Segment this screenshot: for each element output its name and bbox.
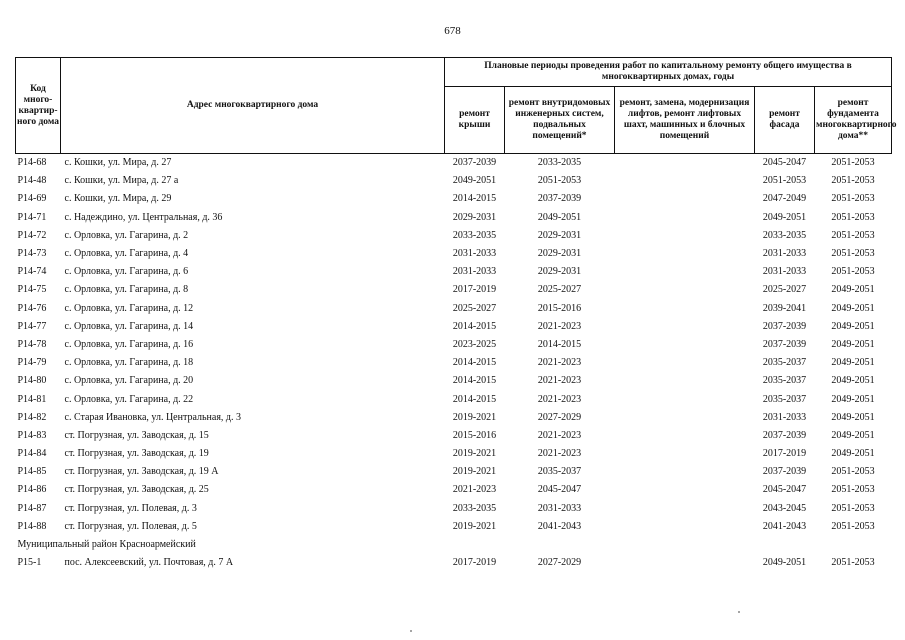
cell-internal: 2021-2023 [537, 375, 582, 387]
cell-roof: 2019-2021 [452, 448, 497, 460]
cell-address: ст. Погрузная, ул. Заводская, д. 19 [64, 448, 209, 460]
cell-code: Р14-72 [17, 229, 47, 241]
cell-address: с. Орловка, ул. Гагарина, д. 6 [64, 266, 189, 278]
cell-roof: 2019-2021 [452, 466, 497, 478]
cell-lift [615, 154, 755, 173]
cell-facade: 2031-2033 [762, 266, 807, 278]
cell-lift [615, 318, 755, 336]
table-row [16, 372, 892, 390]
header-lifts: ремонт, замена, модернизация лифтов, ремонт лифтовых шахт, машинных и блочных помещений [615, 87, 755, 154]
cell-facade: 2045-2047 [762, 484, 807, 496]
cell-lift [615, 372, 755, 390]
cell-address: с. Орловка, ул. Гагарина, д. 16 [64, 338, 194, 350]
cell-code: Р14-71 [17, 211, 47, 223]
cell-address: с. Орловка, ул. Гагарина, д. 4 [64, 248, 189, 260]
table-row [16, 263, 892, 281]
cell-foundation: 2051-2053 [831, 484, 875, 496]
cell-internal: 2021-2023 [537, 429, 582, 441]
cell-roof: 2037-2039 [445, 154, 505, 173]
cell-code: Р14-69 [17, 193, 47, 205]
cell-foundation: 2051-2053 [831, 229, 875, 241]
section-row [16, 536, 892, 554]
table-row [16, 227, 892, 245]
cell-lift [615, 390, 755, 408]
header-periods-group: Плановые периоды проведения работ по капитальному ремонту общего имущества в многоквартирных домах, годы [445, 58, 892, 87]
cell-facade: 2041-2043 [762, 520, 807, 532]
table-row [16, 427, 892, 445]
cell-foundation: 2051-2053 [815, 154, 892, 173]
page-number: 678 [444, 25, 461, 37]
cell-foundation: 2049-2051 [831, 411, 875, 423]
table-row [16, 209, 892, 227]
cell-code: Р14-68 [16, 154, 61, 173]
cell-roof: 2019-2021 [452, 411, 497, 423]
cell-facade: 2037-2039 [762, 338, 807, 350]
cell-address: ст. Погрузная, ул. Заводская, д. 25 [64, 484, 209, 496]
cell-lift [615, 463, 755, 481]
table-row [16, 354, 892, 372]
table-row [16, 554, 892, 572]
cell-code: Р14-77 [17, 320, 47, 332]
cell-code: Р15-1 [17, 557, 42, 569]
cell-foundation: 2049-2051 [831, 338, 875, 350]
cell-code: Р14-88 [17, 520, 47, 532]
cell-code: Р14-82 [17, 411, 47, 423]
cell-foundation: 2049-2051 [831, 357, 875, 369]
table-row [16, 518, 892, 536]
cell-internal: 2021-2023 [537, 357, 582, 369]
cell-facade: 2037-2039 [762, 429, 807, 441]
cell-foundation: 2049-2051 [831, 393, 875, 405]
table-row [16, 463, 892, 481]
cell-lift [615, 518, 755, 536]
cell-internal: 2045-2047 [537, 484, 582, 496]
cell-foundation: 2049-2051 [831, 375, 875, 387]
cell-internal: 2021-2023 [537, 393, 582, 405]
cell-roof: 2031-2033 [452, 248, 497, 260]
cell-facade: 2035-2037 [762, 393, 807, 405]
cell-facade: 2031-2033 [762, 248, 807, 260]
cell-address: ст. Погрузная, ул. Заводская, д. 15 [64, 429, 209, 441]
header-facade: ремонт фасада [755, 87, 815, 154]
cell-foundation: 2051-2053 [831, 520, 875, 532]
cell-address: с. Орловка, ул. Гагарина, д. 18 [64, 357, 194, 369]
cell-internal: 2037-2039 [537, 193, 582, 205]
cell-roof: 2014-2015 [452, 357, 497, 369]
cell-foundation: 2051-2053 [831, 557, 875, 569]
cell-foundation: 2051-2053 [831, 466, 875, 478]
cell-internal: 2027-2029 [537, 411, 582, 423]
cell-code: Р14-87 [17, 502, 47, 514]
cell-code: Р14-83 [17, 429, 47, 441]
cell-foundation: 2051-2053 [831, 248, 875, 260]
cell-roof: 2021-2023 [452, 484, 497, 496]
scan-speck [410, 630, 412, 632]
cell-code: Р14-73 [17, 248, 47, 260]
cell-lift [615, 481, 755, 499]
cell-facade: 2031-2033 [762, 411, 807, 423]
cell-roof: 2015-2016 [452, 429, 497, 441]
cell-lift [615, 500, 755, 518]
table-row [16, 190, 892, 208]
cell-facade: 2047-2049 [762, 193, 807, 205]
cell-lift [615, 445, 755, 463]
cell-lift [615, 172, 755, 190]
header-foundation: ремонт фундамента многоквартирного дома** [815, 87, 892, 154]
cell-lift [615, 209, 755, 227]
cell-code: Р14-74 [17, 266, 47, 278]
section-title: Муниципальный район Красноармейский [17, 539, 196, 551]
cell-internal: 2051-2053 [537, 175, 582, 187]
cell-facade: 2051-2053 [762, 175, 807, 187]
table-row [16, 336, 892, 354]
cell-address: ст. Погрузная, ул. Полевая, д. 3 [64, 502, 197, 514]
cell-roof: 2025-2027 [452, 302, 497, 314]
cell-internal: 2021-2023 [537, 448, 582, 460]
cell-lift [615, 427, 755, 445]
cell-internal: 2041-2043 [537, 520, 582, 532]
cell-code: Р14-81 [17, 393, 47, 405]
cell-foundation: 2051-2053 [831, 175, 875, 187]
cell-code: Р14-75 [17, 284, 47, 296]
cell-internal: 2014-2015 [537, 338, 582, 350]
cell-address: с. Орловка, ул. Гагарина, д. 12 [64, 302, 194, 314]
cell-facade: 2039-2041 [762, 302, 807, 314]
table-header [16, 58, 897, 154]
cell-roof: 2014-2015 [452, 375, 497, 387]
cell-internal: 2015-2016 [537, 302, 582, 314]
cell-lift [615, 300, 755, 318]
cell-code: Р14-78 [17, 338, 47, 350]
cell-roof: 2014-2015 [452, 393, 497, 405]
cell-internal: 2035-2037 [537, 466, 582, 478]
table-row [16, 390, 892, 408]
cell-internal: 2029-2031 [537, 248, 582, 260]
table-row [16, 300, 892, 318]
cell-lift [615, 336, 755, 354]
table-row [16, 172, 892, 190]
cell-lift [615, 227, 755, 245]
cell-facade: 2017-2019 [762, 448, 807, 460]
cell-facade: 2035-2037 [762, 357, 807, 369]
cell-facade: 2049-2051 [762, 557, 807, 569]
table-row [16, 445, 892, 463]
cell-address: с. Старая Ивановка, ул. Центральная, д. 3 [64, 411, 242, 423]
cell-code: Р14-79 [17, 357, 47, 369]
cell-internal: 2029-2031 [537, 229, 582, 241]
cell-internal: 2029-2031 [537, 266, 582, 278]
scan-speck [738, 611, 740, 613]
table-body [16, 154, 892, 573]
cell-foundation: 2051-2053 [831, 211, 875, 223]
table-row [16, 481, 892, 499]
table-row [16, 318, 892, 336]
cell-internal: 2031-2033 [537, 502, 582, 514]
cell-facade: 2037-2039 [762, 320, 807, 332]
cell-lift [615, 281, 755, 299]
cell-roof: 2014-2015 [452, 193, 497, 205]
header-roof: ремонт крыши [445, 87, 505, 154]
cell-internal: 2049-2051 [537, 211, 582, 223]
cell-code: Р14-48 [17, 175, 47, 187]
cell-facade: 2049-2051 [762, 211, 807, 223]
table-row [16, 500, 892, 518]
cell-foundation: 2049-2051 [831, 429, 875, 441]
cell-foundation: 2049-2051 [831, 448, 875, 460]
cell-address: ст. Погрузная, ул. Полевая, д. 5 [64, 520, 197, 532]
cell-internal: 2027-2029 [537, 557, 582, 569]
header-code: Код много-квартир-ного дома [16, 58, 61, 154]
cell-address: с. Орловка, ул. Гагарина, д. 22 [64, 393, 194, 405]
cell-lift [615, 354, 755, 372]
cell-address: с. Кошки, ул. Мира, д. 29 [64, 193, 172, 205]
cell-roof: 2033-2035 [452, 229, 497, 241]
cell-address: с. Надеждино, ул. Центральная, д. 36 [64, 211, 223, 223]
cell-facade: 2035-2037 [762, 375, 807, 387]
cell-roof: 2017-2019 [452, 557, 497, 569]
cell-roof: 2031-2033 [452, 266, 497, 278]
cell-address: с. Орловка, ул. Гагарина, д. 14 [64, 320, 194, 332]
table-row [16, 154, 892, 173]
cell-roof: 2033-2035 [452, 502, 497, 514]
cell-facade: 2037-2039 [762, 466, 807, 478]
cell-address: с. Кошки, ул. Мира, д. 27 [61, 154, 445, 173]
cell-internal: 2025-2027 [537, 284, 582, 296]
cell-roof: 2014-2015 [452, 320, 497, 332]
cell-foundation: 2051-2053 [831, 502, 875, 514]
cell-address: ст. Погрузная, ул. Заводская, д. 19 А [64, 466, 219, 478]
cell-code: Р14-86 [17, 484, 47, 496]
table-row [16, 245, 892, 263]
cell-address: с. Кошки, ул. Мира, д. 27 а [64, 175, 179, 187]
cell-foundation: 2051-2053 [831, 266, 875, 278]
cell-address: с. Орловка, ул. Гагарина, д. 20 [64, 375, 194, 387]
cell-roof: 2017-2019 [452, 284, 497, 296]
cell-lift [615, 554, 755, 572]
header-internal-systems: ремонт внутридомовых инженерных систем, подвальных помещений* [505, 87, 615, 154]
cell-code: Р14-84 [17, 448, 47, 460]
cell-facade: 2025-2027 [762, 284, 807, 296]
cell-internal: 2021-2023 [537, 320, 582, 332]
cell-foundation: 2049-2051 [831, 320, 875, 332]
cell-foundation: 2049-2051 [831, 284, 875, 296]
cell-internal: 2033-2035 [505, 154, 615, 173]
cell-address: пос. Алексеевский, ул. Почтовая, д. 7 А [64, 557, 234, 569]
cell-code: Р14-80 [17, 375, 47, 387]
header-address: Адрес многоквартирного дома [61, 58, 445, 154]
cell-code: Р14-85 [17, 466, 47, 478]
cell-address: с. Орловка, ул. Гагарина, д. 8 [64, 284, 189, 296]
cell-lift [615, 190, 755, 208]
cell-lift [615, 409, 755, 427]
cell-lift [615, 245, 755, 263]
cell-foundation: 2051-2053 [831, 193, 875, 205]
cell-facade: 2033-2035 [762, 229, 807, 241]
cell-code: Р14-76 [17, 302, 47, 314]
cell-roof: 2029-2031 [452, 211, 497, 223]
cell-lift [615, 263, 755, 281]
cell-roof: 2019-2021 [452, 520, 497, 532]
cell-address: с. Орловка, ул. Гагарина, д. 2 [64, 229, 189, 241]
cell-facade: 2045-2047 [755, 154, 815, 173]
table-row [16, 409, 892, 427]
cell-foundation: 2049-2051 [831, 302, 875, 314]
capital-repair-table [15, 57, 897, 572]
cell-roof: 2023-2025 [452, 338, 497, 350]
table-row [16, 281, 892, 299]
cell-roof: 2049-2051 [452, 175, 497, 187]
cell-facade: 2043-2045 [762, 502, 807, 514]
